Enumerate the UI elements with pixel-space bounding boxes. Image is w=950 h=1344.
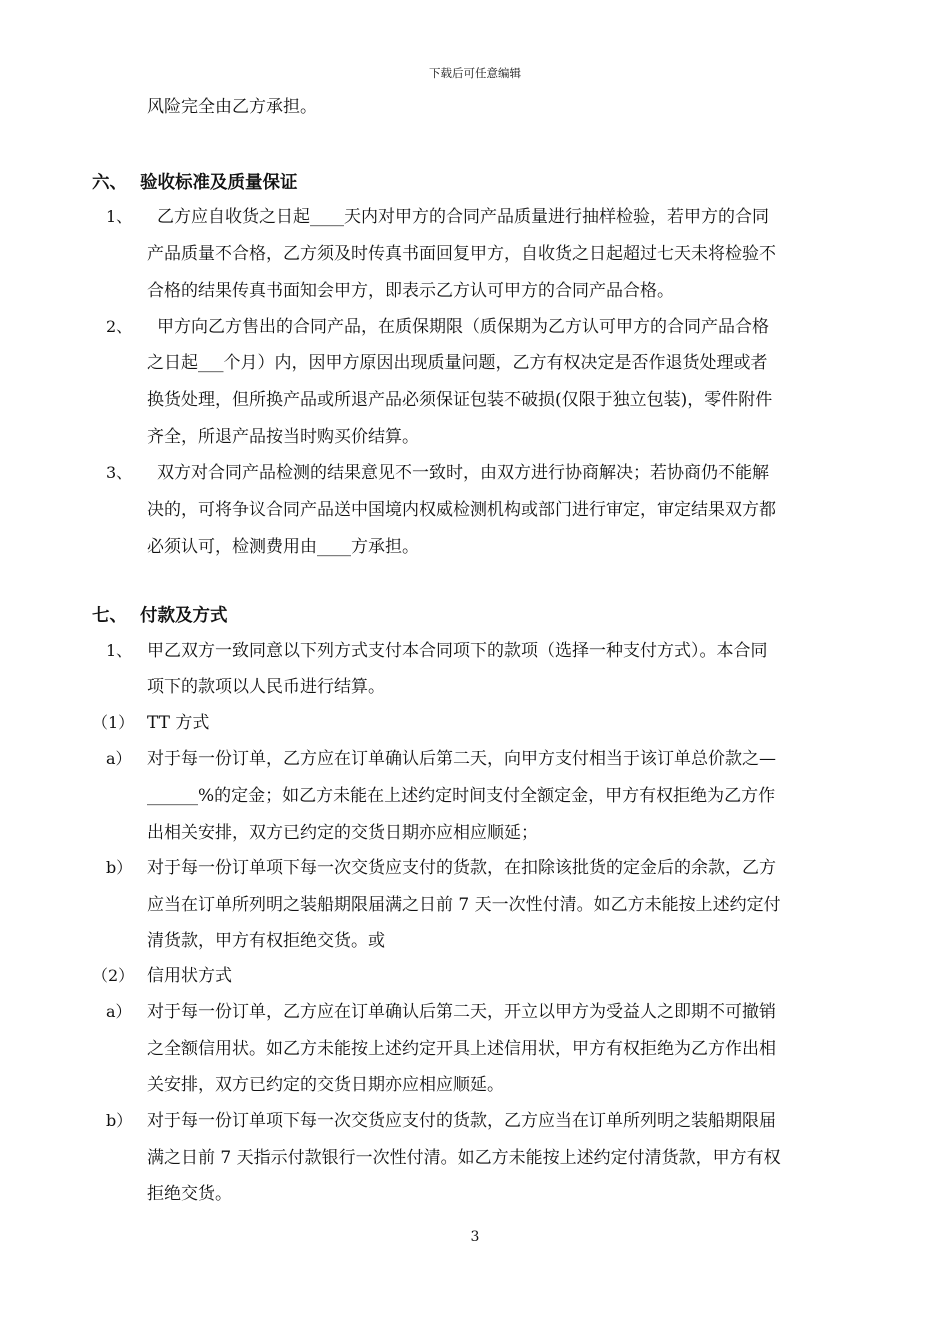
tt-marker: （1） [92, 713, 135, 732]
tt-a-marker: a） [106, 749, 132, 768]
tt-label: TT 方式 [147, 713, 210, 733]
section-7-number: 七、 [92, 606, 127, 626]
section-7-title: 付款及方式 [140, 606, 228, 626]
lc-b-line-3: 拒绝交货。 [147, 1184, 232, 1204]
lc-b-marker: b） [106, 1111, 133, 1130]
intro-line: 风险完全由乙方承担。 [147, 97, 317, 117]
tt-b-line-2: 应当在订单所列明之装船期限届满之日前 7 天一次性付清。如乙方未能按上述约定付 [147, 895, 781, 915]
s6-item-1-line-3: 合格的结果传真书面知会甲方，即表示乙方认可甲方的合同产品合格。 [147, 281, 674, 301]
s6-item-1-marker: 1、 [106, 207, 133, 226]
s7-item-1-line-2: 项下的款项以人民币进行结算。 [147, 677, 385, 697]
section-6-heading [92, 172, 298, 194]
section-6-title: 验收标准及质量保证 [140, 173, 298, 193]
section-7-heading [92, 605, 228, 627]
lc-a-line-2: 之全额信用状。如乙方未能按上述约定开具上述信用状，甲方有权拒绝为乙方作出相 [147, 1039, 776, 1059]
lc-a-line-1: 对于每一份订单，乙方应在订单确认后第二天，开立以甲方为受益人之即期不可撤销 [147, 1002, 776, 1022]
s7-item-1-marker: 1、 [106, 641, 133, 660]
page-header: 下载后可任意编辑 [429, 66, 521, 80]
section-6-number: 六、 [92, 173, 127, 193]
s6-item-2-marker: 2、 [106, 317, 133, 336]
tt-b-marker: b） [106, 858, 133, 877]
lc-a-marker: a） [106, 1002, 132, 1021]
s6-item-3-line-3: 必须认可，检测费用由____方承担。 [147, 537, 419, 557]
page-number: 3 [470, 1229, 480, 1245]
tt-a-line-1: 对于每一份订单，乙方应在订单确认后第二天，向甲方支付相当于该订单总价款之— [147, 749, 776, 769]
s6-item-2-line-3: 换货处理，但所换产品或所退产品必须保证包装不破损(仅限于独立包装)，零件附件 [147, 390, 773, 410]
s6-item-3-marker: 3、 [106, 463, 133, 482]
lc-label: 信用状方式 [147, 966, 232, 986]
lc-a-line-3: 关安排，双方已约定的交货日期亦应相应顺延。 [147, 1075, 504, 1095]
s6-item-2-line-1: 甲方向乙方售出的合同产品，在质保期限（质保期为乙方认可甲方的合同产品合格 [157, 317, 769, 337]
tt-a-line-2: ______%的定金；如乙方未能在上述约定时间支付全额定金，甲方有权拒绝为乙方作 [147, 786, 776, 806]
s6-item-1-line-1: 乙方应自收货之日起____天内对甲方的合同产品质量进行抽样检验，若甲方的合同 [157, 207, 769, 227]
s6-item-2-line-4: 齐全，所退产品按当时购买价结算。 [147, 427, 419, 447]
lc-marker: （2） [92, 966, 135, 985]
s6-item-3-line-2: 决的，可将争议合同产品送中国境内权威检测机构或部门进行审定，审定结果双方都 [147, 500, 776, 520]
s6-item-1-line-2: 产品质量不合格，乙方须及时传真书面回复甲方，自收货之日起超过七天未将检验不 [147, 244, 776, 264]
s6-item-2-line-2: 之日起___个月）内，因甲方原因出现质量问题，乙方有权决定是否作退货处理或者 [147, 353, 768, 373]
lc-b-line-2: 满之日前 7 天指示付款银行一次性付清。如乙方未能按上述约定付清货款，甲方有权 [147, 1148, 781, 1168]
s7-item-1-line-1: 甲乙双方一致同意以下列方式支付本合同项下的款项（选择一种支付方式）。本合同 [147, 641, 768, 661]
tt-a-line-3: 出相关安排，双方已约定的交货日期亦应相应顺延； [147, 823, 538, 843]
lc-b-line-1: 对于每一份订单项下每一次交货应支付的货款，乙方应当在订单所列明之装船期限届 [147, 1111, 776, 1131]
s6-item-3-line-1: 双方对合同产品检测的结果意见不一致时，由双方进行协商解决；若协商仍不能解 [157, 463, 769, 483]
tt-b-line-1: 对于每一份订单项下每一次交货应支付的货款，在扣除该批货的定金后的余款，乙方 [147, 858, 776, 878]
tt-b-line-3: 清货款，甲方有权拒绝交货。或 [147, 931, 385, 951]
